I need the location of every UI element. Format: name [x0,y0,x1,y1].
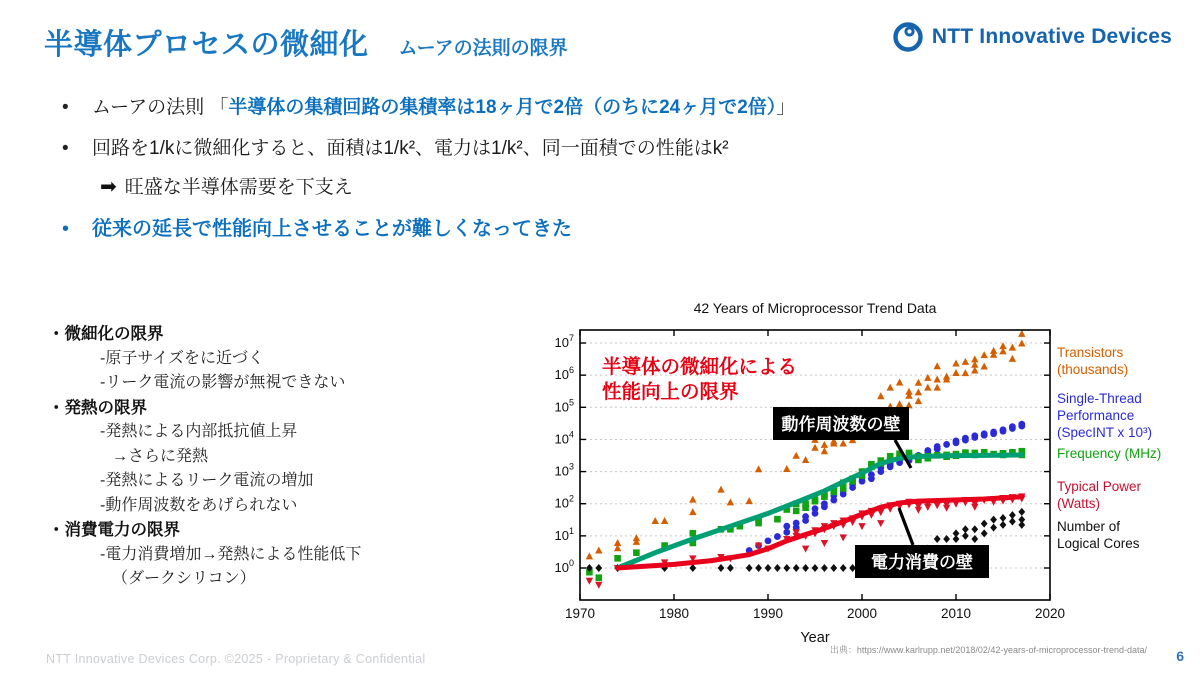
x-tick-label: 1990 [752,606,784,621]
legend-label: Logical Cores [1057,536,1140,551]
arrow-note [100,172,353,199]
trend-chart [545,295,1200,673]
limit-section-title: ・消費電力の限界 [48,521,180,539]
wall-callout-label: 動作周波数の壁 [781,415,901,434]
ntt-logo [891,20,1172,54]
limit-annotation: 性能向上の限界 [602,381,739,403]
legend-label: Number of [1057,519,1121,534]
scaling-text: 回路を1/kに微細化すると、面積は1/k²、電力は1/k²、同一面積での性能はk² [92,138,729,159]
wall-callout-label: 電力消費の壁 [871,553,973,572]
legend-label: Typical Power [1057,479,1142,494]
limit-item: （ダークシリコン） [112,570,256,587]
conclusion-text: 従来の延長で性能向上させることが難しくなってきた [92,218,572,240]
moore-highlight: 半導体の集積回路の集積率は18ヶ月で2倍（のちに24ヶ月で2倍） [228,97,777,118]
y-tick-label: $10^2$ [554,493,574,511]
limit-item: -電力消費増加→発熱による性能低下 [100,545,362,563]
chart-source: 出典：https://www.karlrupp.net/2018/02/42-years-of-microprocessor-trend-data/ [829,645,1147,655]
bullet-marker: • [62,138,69,159]
right-arrow-icon: ➡ [100,176,117,198]
limit-annotation: 半導体の微細化による [602,356,798,378]
slide-title: 半導体プロセスの微細化 [44,29,369,61]
y-tick-label: $10^5$ [554,397,574,415]
y-tick-label: $10^4$ [554,429,574,447]
limit-item: -発熱による内部抵抗値上昇 [100,423,298,440]
arrow-note-text: 旺盛な半導体需要を下支え [124,177,353,198]
footer-confidential: NTT Innovative Devices Corp. ©2025 - Proprietary & Confidential [46,652,426,666]
limit-section-title: ・微細化の限界 [48,325,164,343]
moore-suffix: 」 [776,97,796,118]
limit-item: -リーク電流の影響が無視できない [100,374,346,391]
limit-item: -原子サイズをに近づく [100,349,265,367]
legend-label: (thousands) [1057,362,1129,377]
bullet-marker: • [62,97,69,118]
trend-chart-svg [545,295,1200,673]
y-tick-label: $10^7$ [554,333,574,351]
legend-label: (Watts) [1057,496,1100,511]
legend-label: Transistors [1057,345,1124,360]
logo-text [932,25,1172,49]
y-tick-label: $10^6$ [554,365,574,383]
bullet-marker: • [62,218,70,240]
legend-label: Performance [1057,408,1135,423]
legend-label: Frequency (MHz) [1057,446,1162,461]
logo-rest: Innovative Devices [979,25,1172,48]
legend-label: (SpecINT x 10³) [1057,425,1153,440]
bullet-conclusion [62,212,572,241]
limits-list [48,322,518,592]
limit-section-title: ・発熱の限界 [48,398,147,417]
y-tick-label: $10^3$ [554,461,574,479]
ntt-dynamic-loop-icon [891,20,925,54]
logo-ntt: NTT [931,25,974,48]
y-tick-label: $10^0$ [554,558,574,575]
limit-item: -発熱によるリーク電流の増加 [100,472,314,489]
limit-item: →さらに発熱 [112,447,209,465]
chart-title: 42 Years of Microprocessor Trend Data [693,300,937,316]
y-tick-label: $10^1$ [554,525,574,543]
legend-label: Single-Thread [1057,391,1142,406]
x-tick-label: 2020 [1034,606,1066,621]
x-tick-label: 1970 [564,606,596,621]
bullet-moore-law [62,92,795,119]
x-tick-label: 1980 [658,606,690,621]
x-tick-label: 2000 [846,606,878,621]
x-tick-label: 2010 [940,606,972,621]
limit-item: -動作周波数をあげられない [100,496,298,514]
chart-xlabel: Year [800,630,830,646]
page-title [44,22,568,63]
page-number: 6 [1176,648,1184,664]
slide-subtitle: ムーアの法則の限界 [398,38,568,59]
moore-prefix: ムーアの法則 「 [92,97,229,118]
bullet-scaling [62,133,729,160]
